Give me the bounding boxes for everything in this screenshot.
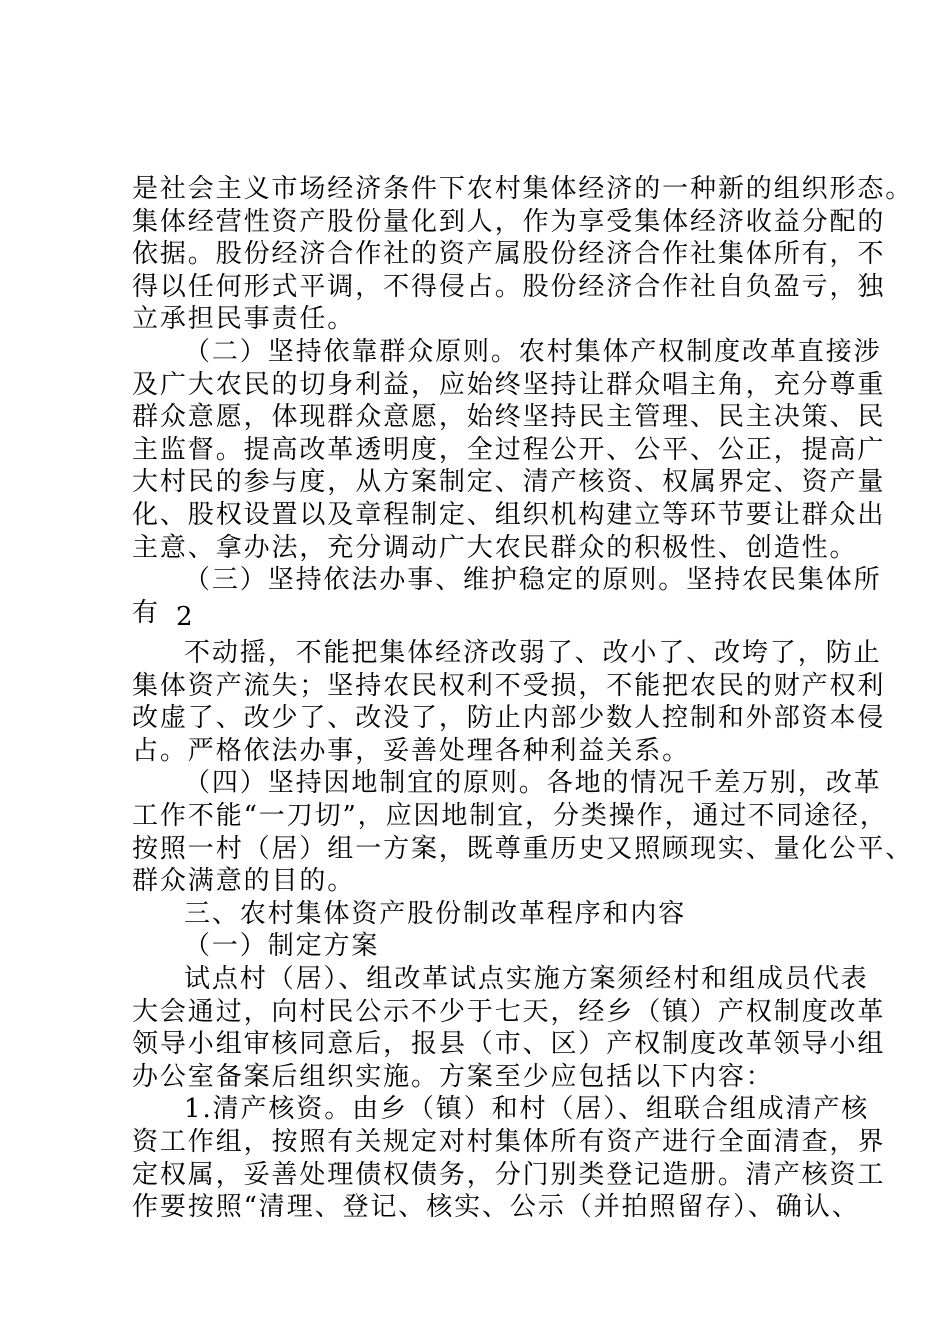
paragraph-line: 立承担民事责任。 <box>132 304 356 335</box>
page-number: 2 <box>176 602 193 632</box>
paragraph-line: 群众意愿，体现群众意愿，始终坚持民主管理、民主决策、民 <box>132 402 886 433</box>
paragraph-line: 办公室备案后组织实施。方案至少应包括以下内容： <box>132 1061 774 1092</box>
paragraph-line: 大会通过，向村民公示不少于七天，经乡（镇）产权制度改革 <box>132 996 886 1027</box>
paragraph-line: 依据。股份经济合作社的资产属股份经济合作社集体所有，不 <box>132 239 886 270</box>
paragraph-line: 群众满意的目的。 <box>132 866 356 897</box>
paragraph-line: 是社会主义市场经济条件下农村集体经济的一种新的组织形态。 <box>132 174 914 204</box>
paragraph-line: 定权属，妥善处理债权债务，分门别类登记造册。清产核资工 <box>132 1159 886 1190</box>
paragraph-line: 资工作组，按照有关规定对村集体所有资产进行全面清查，界 <box>132 1127 886 1157</box>
paragraph-line: 不动摇，不能把集体经济改弱了、改小了、改垮了，防止 <box>184 638 882 668</box>
paragraph-line: 1.清产核资。由乡（镇）和村（居）、组联合组成清产核 <box>184 1094 870 1125</box>
paragraph-line: 有 <box>132 597 160 628</box>
paragraph-line: （二）坚持依靠群众原则。农村集体产权制度改革直接涉 <box>184 337 882 367</box>
paragraph-line: 集体资产流失；坚持农民权利不受损，不能把农民的财产权利 <box>132 670 886 701</box>
paragraph-line: 大村民的参与度，从方案制定、清产核资、权属界定、资产量 <box>132 467 886 498</box>
paragraph-line: （三）坚持依法办事、维护稳定的原则。坚持农民集体所 <box>184 565 882 596</box>
paragraph-line: 集体经营性资产股份量化到人，作为享受集体经济收益分配的 <box>132 206 886 237</box>
paragraph-line: （一）制定方案 <box>184 931 380 962</box>
paragraph-line: 试点村（居）、组改革试点实施方案须经村和组成员代表 <box>184 964 869 994</box>
paragraph-line: 及广大农民的切身利益，应始终坚持让群众唱主角，充分尊重 <box>132 369 886 400</box>
paragraph-line: 占。严格依法办事，妥善处理各种利益关系。 <box>132 735 691 766</box>
paragraph-line: 化、股权设置以及章程制定、组织机构建立等环节要让群众出 <box>132 500 886 530</box>
paragraph-line: 三、农村集体资产股份制改革程序和内容 <box>184 898 687 929</box>
paragraph-line: 作要按照“清理、登记、核实、公示（并拍照留存）、确认、 <box>132 1192 860 1223</box>
paragraph-line: 领导小组审核同意后，报县（市、区）产权制度改革领导小组 <box>132 1029 886 1060</box>
paragraph-line: （四）坚持因地制宜的原则。各地的情况千差万别，改革 <box>184 768 882 799</box>
paragraph-line: 按照一村（居）组一方案，既尊重历史又照顾现实、量化公平、 <box>132 833 914 864</box>
paragraph-line: 得以任何形式平调，不得侵占。股份经济合作社自负盈亏，独 <box>132 271 886 302</box>
paragraph-line: 主监督。提高改革透明度，全过程公开、公平、公正，提高广 <box>132 434 886 465</box>
paragraph-line: 改虚了、改少了、改没了，防止内部少数人控制和外部资本侵 <box>132 703 886 734</box>
paragraph-line: 工作不能“一刀切”，应因地制宜，分类操作，通过不同途径， <box>132 801 888 831</box>
paragraph-line: 主意、拿办法，充分调动广大农民群众的积极性、创造性。 <box>132 532 858 563</box>
